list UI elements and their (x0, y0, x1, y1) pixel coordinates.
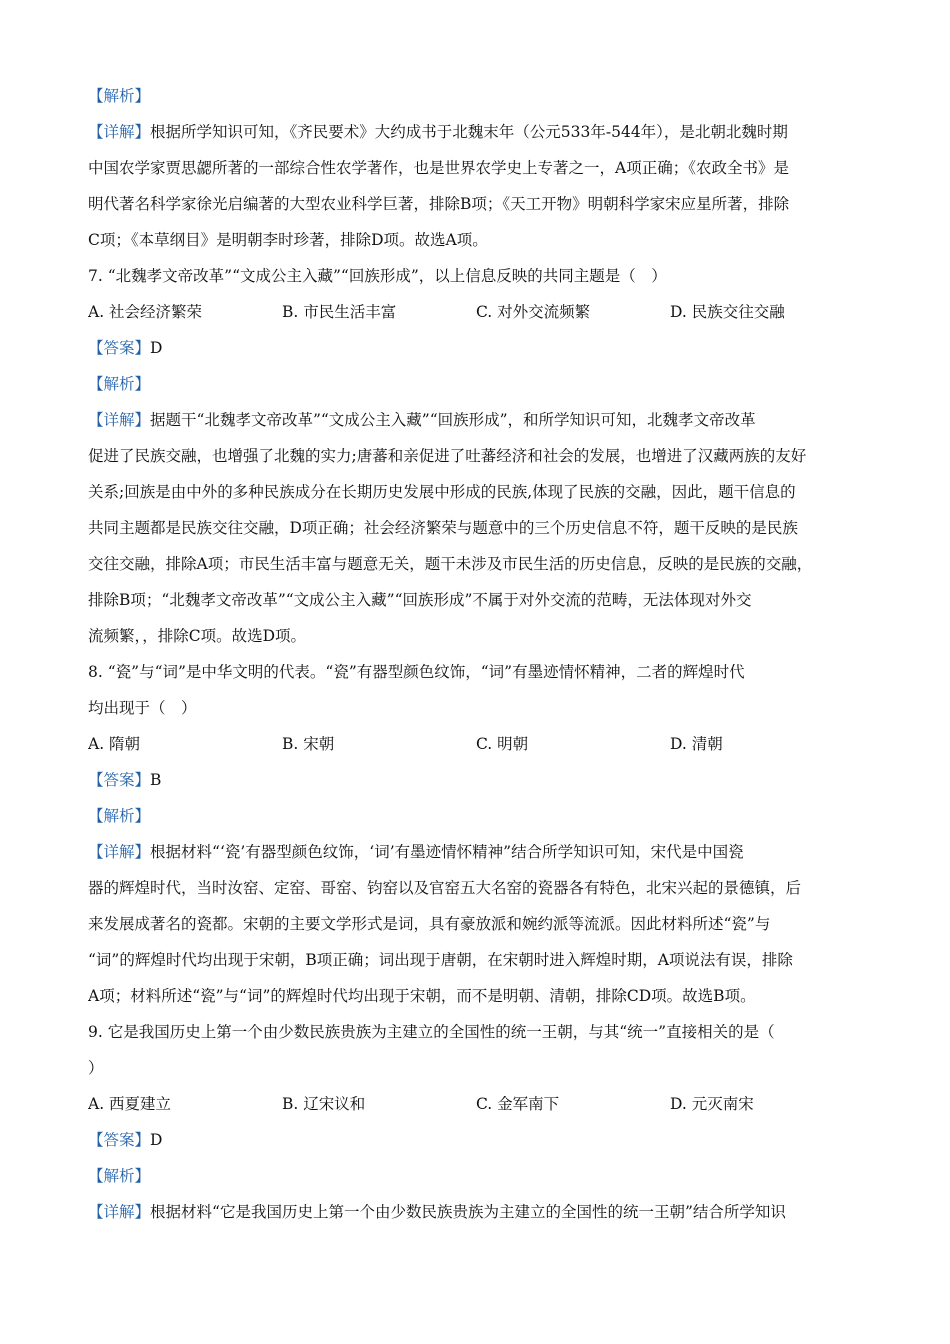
text-line: A项；材料所述“瓷”与“词”的辉煌时代均出现于宋朝，而不是明朝、清朝，排除CD项。故选B项。 (88, 987, 756, 1005)
text-line: 明代著名科学家徐光启编著的大型农业科学巨著，排除B项；《天工开物》明朝科学家宋应星所著，排除 (88, 195, 790, 213)
section-tag: 【详解】 (88, 411, 151, 429)
line-text: 根据材料“‘瓷’有器型颜色纹饰，‘词’有墨迹情怀精神”结合所学知识可知，宋代是中国瓷 (150, 843, 744, 861)
labeled-line (88, 114, 868, 150)
option-d: D. 民族交往交融 (670, 303, 785, 321)
section-tag: 【解析】 (88, 807, 151, 825)
text-line: “词”的辉煌时代均出现于宋朝，B项正确；词出现于唐朝，在宋朝时进入辉煌时期，A项说法有误，排除 (88, 951, 793, 969)
line-text: D (150, 339, 163, 357)
text-line: 中国农学家贾思勰所著的一部综合性农学著作，也是世界农学史上专著之一，A项正确；《农政全书》是 (88, 159, 789, 177)
section-tag: 【详解】 (88, 843, 151, 861)
text-line: C项；《本草纲目》是明朝李时珍著，排除D项。故选A项。 (88, 231, 488, 249)
line-text: D (150, 1131, 163, 1149)
option-d: D. 清朝 (670, 735, 723, 753)
section-tag: 【解析】 (88, 375, 151, 393)
text-line: 排除B项；“北魏孝文帝改革”“文成公主入藏”“回族形成”不属于对外交流的范畴，无法体现对外交 (88, 591, 752, 609)
section-tag: 【详解】 (88, 123, 151, 141)
option-a: A. 隋朝 (88, 735, 141, 753)
text-line: 流频繁，，排除C项。故选D项。 (88, 627, 307, 645)
text-line: 7. “北魏孝文帝改革”“文成公主入藏”“回族形成”，以上信息反映的共同主题是（ ） (88, 267, 667, 285)
text-line: 关系;回族是由中外的多种民族成分在长期历史发展中形成的民族,体现了民族的交融，因此，题干信息的 (88, 483, 796, 501)
document-page (88, 78, 868, 1230)
labeled-line (88, 1158, 868, 1194)
section-tag: 【答案】 (88, 339, 151, 357)
labeled-line (88, 366, 868, 402)
option-b: B. 辽宋议和 (282, 1095, 366, 1113)
option-d: D. 元灭南宋 (670, 1095, 754, 1113)
line-text: B (150, 771, 162, 789)
section-tag: 【答案】 (88, 1131, 151, 1149)
option-b: B. 宋朝 (282, 735, 335, 753)
text-line: 促进了民族交融，也增强了北魏的实力;唐蕃和亲促进了吐蕃经济和社会的发展，也增进了汉藏两族的友好 (88, 447, 807, 465)
line-text: 据题干“北魏孝文帝改革”“文成公主入藏”“回族形成”，和所学知识可知，北魏孝文帝改革 (150, 411, 756, 429)
text-line: 共同主题都是民族交往交融，D项正确；社会经济繁荣与题意中的三个历史信息不符，题干反映的是民族 (88, 519, 798, 537)
section-tag: 【答案】 (88, 771, 151, 789)
text-line: 器的辉煌时代，当时汝窑、定窑、哥窑、钧窑以及官窑五大名窑的瓷器各有特色，北宋兴起的景德镇，后 (88, 879, 802, 897)
text-line: 交往交融，排除A项；市民生活丰富与题意无关，题干未涉及市民生活的历史信息，反映的是民族的交融， (88, 555, 813, 573)
option-a: A. 西夏建立 (88, 1095, 172, 1113)
option-c: C. 明朝 (476, 735, 529, 753)
labeled-line (88, 78, 868, 114)
option-row (88, 726, 868, 762)
text-line: 9. 它是我国历史上第一个由少数民族贵族为主建立的全国性的统一王朝，与其“统一”直接相关的是（ (88, 1023, 775, 1041)
option-b: B. 市民生活丰富 (282, 303, 397, 321)
line-text: 根据材料“它是我国历史上第一个由少数民族贵族为主建立的全国性的统一王朝”结合所学知识 (150, 1203, 786, 1221)
option-a: A. 社会经济繁荣 (88, 303, 203, 321)
option-row (88, 1086, 868, 1122)
text-line: 来发展成著名的瓷都。宋朝的主要文学形式是词，具有豪放派和婉约派等流派。因此材料所述“瓷”与 (88, 915, 771, 933)
labeled-line (88, 798, 868, 834)
labeled-line (88, 834, 868, 870)
labeled-line (88, 1194, 868, 1230)
line-text: 根据所学知识可知，《齐民要术》大约成书于北魏末年（公元533年-544年），是北朝北魏时期 (150, 123, 788, 141)
section-tag: 【解析】 (88, 1167, 151, 1185)
labeled-line (88, 330, 868, 366)
section-tag: 【详解】 (88, 1203, 151, 1221)
text-line: 8. “瓷”与“词”是中华文明的代表。“瓷”有器型颜色纹饰，“词”有墨迹情怀精神，二者的辉煌时代 (88, 663, 745, 681)
labeled-line (88, 1122, 868, 1158)
text-line: ） (88, 1059, 104, 1077)
labeled-line (88, 402, 868, 438)
text-line: 均出现于（ ） (88, 699, 197, 717)
option-c: C. 对外交流频繁 (476, 303, 591, 321)
labeled-line (88, 762, 868, 798)
option-c: C. 金军南下 (476, 1095, 560, 1113)
section-tag: 【解析】 (88, 87, 151, 105)
option-row (88, 294, 868, 330)
